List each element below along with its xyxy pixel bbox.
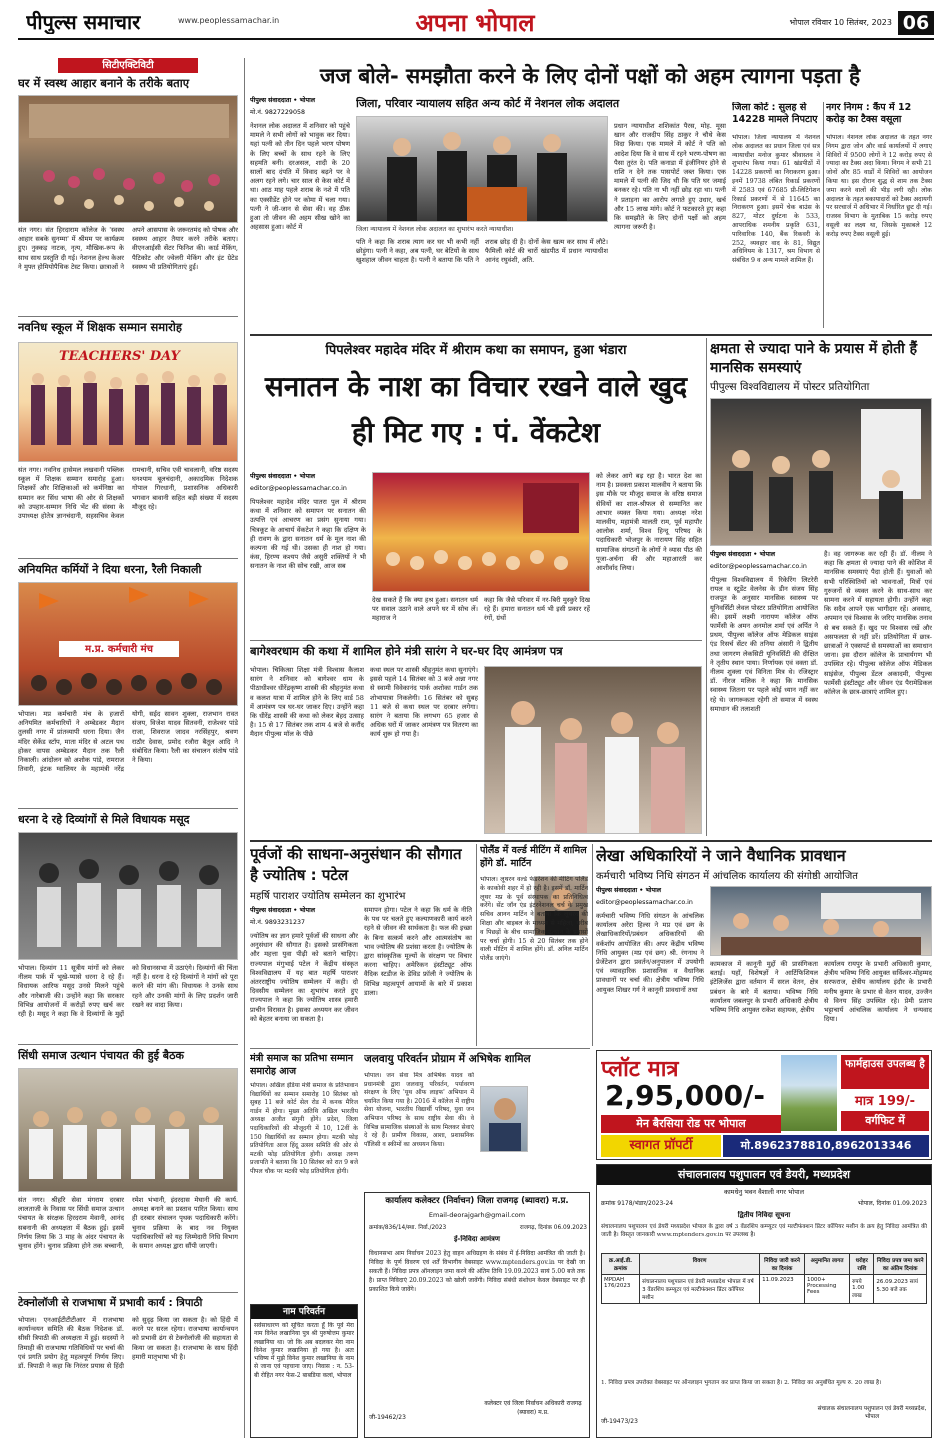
top-story: [250, 96, 726, 326]
sindhi-section: [18, 1048, 238, 1288]
water-campaign-body: भोपाल। जन सेवा मित्र अभिषेक यादव को प्रधानमंत्री द्वारा जलवायु परिवर्तन, पर्यावरण संरक्षण के लिए 'यूथ ऑफ लाइफ' अभियान में चयनित किया गया है। 2016 में कॉलेज में राष्ट्रीय सेवा योजना, भारतीय विद्यार्थी परिषद, युवा जन अभियान परिषद के साथ राष्ट्रीय सेवा की। वे विभिन्न सामाजिक संस्थाओं के साथ मिलकर सेवाएं दे रहे हैं। प्रामीण विकास, आशा, प्रशासनिक पॉलिसी व स्कीमों का अध्ययन किया।: [364, 1072, 474, 1148]
election-notice: [364, 1192, 590, 1438]
bageshwar-headline: बागेश्वरधाम की कथा में शामिल होने मंत्री सारंग ने घर-घर दिए आमंत्रण पत्र: [250, 644, 563, 658]
nagar-nigam-headline: नगर निगम : कैंप में 12 करोड़ का टैक्स वसूला: [826, 102, 912, 125]
election-notice-number: क्रमांक/836/14/स्था. निर्वा./2023: [369, 1225, 447, 1231]
tender-ref: जी-19473/23: [601, 1418, 638, 1425]
masthead-logo[interactable]: पीपुल्स समाचार: [26, 10, 141, 34]
top-story-mobile: मो.नं. 9827229058: [250, 109, 305, 116]
tender-table-header: निविदा प्रपत्र जमा करने का अंतिम दिनांक: [874, 1254, 927, 1275]
sindhi-headline: सिंधी समाज उत्थान पंचायत की हुई बैठक: [18, 1049, 184, 1062]
strike-banner: म.प्र. कर्मचारी मंच: [59, 641, 179, 657]
pipleshwar-col3: कहा कि जैसे परिवार में नर-बिरी मुस्कुरे दिख रहे हैं। हमारा सनातन धर्म भी इसी प्रकार रहें रंगों, ग्रंथों: [484, 596, 590, 623]
election-notice-ref: जी-19462/23: [369, 1414, 406, 1421]
name-change-title: नाम परिवर्तन: [251, 1305, 357, 1319]
masthead-url[interactable]: www.peoplessamachar.in: [178, 16, 280, 25]
tender-table-grid: [601, 1253, 927, 1304]
mla-masood-section: [18, 812, 238, 1042]
capacity-col2: है। वह जागरूक कर रही हैं। डॉ. नीलम ने कहा कि क्षमता से ज्यादा पाने की कोशिश में मानसिक समस्याएं पैदा होती हैं। युवाओं को सभी परिस्थितियों को भावनाओं, मित्रों एवं गुरुजनों से व्यक्त करने के साथ-साथ कर सामना करने में सहायता होगी। उन्होंने कहा कि सदैव आपने एक भागीदार रहें। अवसाद, अपमान एवं विश्वास के जरिए मानसिक तनाव से बच सकते हैं। खुद पर विश्वास रखें और असफलता से नहीं डरें। प्रतियोगिता में छात्र-छात्राओं ने एक्सपर्ट से समस्याओं का समाधान जाना। इस दौरान कॉलेज के प्राचार्यगण भी उपस्थित रहे। पीपुल्स कॉलेज ऑफ मेडिकल साइंसेज, पीपुल्स डेंटल अकादमी, पीपुल्स फार्मेसी इंस्टीट्यूट और जीवन एंड पैरामेडिकल कॉलेज के छात्र-छात्राएं शामिल हुए।: [824, 550, 932, 697]
tender-table-cell: MPDAH 176/2023: [602, 1275, 640, 1304]
district-court-body: भोपाल। जिला न्यायालय में नेशनल लोक अदालत का प्रधान जिला एवं सत्र न्यायाधीश मनोज कुमार श्रीवास्तव ने शुभारंभ किया गया। 61 खंडपीठों में 14228 प्रकरणों का निराकरण हुआ। इनमें 19738 लंबित रिकार्ड प्रकरणों में 2583 एवं 67685 प्री-लिटिगेशन रिकार्ड प्रकरणों में से 11645 का निराकरण हुआ। इसमें चेक बाउंस के 827, मोटर दुर्घटना के 533, आपराधिक शमनीय प्रकृति 631, पारिवारिक 140, बैंक रिकवरी के 252, व्यवहार वाद के 81, विद्युत अधिनियम के 1317, श्रम विभाग से संबंधित 9 व अन्य मामले शामिल हैं।: [732, 134, 820, 265]
plot-phone[interactable]: मो.8962378810,8962013346: [723, 1135, 929, 1157]
district-court-section: [732, 102, 820, 330]
pipleshwar-kicker: पिपलेश्वर महादेव मंदिर में श्रीराम कथा का समापन, हुआ भंडारा: [325, 343, 627, 358]
column-divider: [476, 844, 477, 1046]
bageshwar-section: [250, 644, 702, 836]
minister-sarang-photo: [484, 666, 702, 834]
teacher-honor-body: संत नगर। नवनिध हासेमल लखवानी पब्लिक स्कूल में शिक्षक सम्मान समारोह हुआ। शिक्षकों और शिक्षिकाओं को कर्मनिष्ठा का सम्मान कर सिंध भाषा की ओर से शिक्षकों को उपहार-सम्मान निधि भेंट की संस्था के उपाध्यक्ष होतेत्र ज्ञानचंदानी, सहसचिव केवल रामचानी, सचिव एवी चावलानी, वरिष्ठ सदस्य घनश्याम बूलचंदानी, अकादमिक निदेशक गोपाल गिरधानी, प्रशासनिक अधिकारी भगवान बावानी सहित बड़ी संख्या में सदस्य मौजूद रहे।: [18, 466, 238, 521]
dharna-photo: [18, 832, 238, 960]
plot-advertisement[interactable]: [596, 1050, 932, 1160]
accounts-headline: लेखा अधिकारियों ने जाने वैधानिक प्रावधान: [596, 846, 846, 865]
column-divider: [823, 102, 824, 328]
election-notice-email: Email-deorajgarh@gmail.com: [428, 1211, 526, 1219]
divider: [250, 640, 702, 641]
election-notice-body: विधानसभा आम निर्वाचन 2023 हेतु वाहन अधिग्रहण के संबंध में ई-निविदा आमंत्रित की जाती है। निविदा के पूर्ण विवरण एवं शर्तें विभागीय वेबसाइट www.mptenders.gov.in पर देखी जा सकती हैं। निविदा प्रपत्र ऑनलाइन जमा करने की अंतिम तिथि 19.09.2023 सायं 5.00 बजे तक है। प्राप्त निविदाएं 20.09.2023 को खोली जावेंगी। निविदा संबंधी संशोधन केवल वेबसाइट पर ही प्रकाशित किये जावेंगे।: [369, 1250, 585, 1293]
masthead: [0, 0, 945, 42]
katha-photo: [372, 472, 590, 592]
election-notice-signature: कलेक्टर एवं जिला निर्वाचन अधिकारी राजगढ़ (ब्यावरा) म.प्र.: [484, 1400, 582, 1416]
election-notice-subtitle: ई-निविदा आमंत्रण: [454, 1235, 500, 1243]
teacher-honor-headline: नवनिध स्कूल में शिक्षक सम्मान समारोह: [18, 320, 182, 334]
divider: [18, 316, 238, 317]
tender-notice: [596, 1164, 932, 1438]
plot-landscape-image: [781, 1055, 837, 1131]
strike-headline: अनियमित कर्मियों ने दिया धरना, रैली निकाली: [18, 563, 202, 576]
tender-table: [601, 1253, 927, 1373]
divider: [18, 808, 238, 809]
pipleshwar-col1: पिपलेश्वर महादेव मंदिर पातरा पुल में श्रीराम कथा में शनिवार को समापन पर सनातन की उत्पत्ति एवं आचरण का प्रसंग सुनाया गया। चित्रकूट के आचार्य वेंकटेश ने कहा कि दक्षिण के ही रावण के द्वारा सनातन धर्म के मूल नाश की कल्पना की गई थी। उसका ही नाश हो गया। कंस, हिरण्य कश्यप जैसे असुरी शक्तियों ने भी सनातन के नाश की सोच रखी, आज सब: [250, 498, 366, 571]
rajbhasha-headline: टेक्नोलॉजी से राजभाषा में प्रभावी कार्य : त्रिपाठी: [18, 1297, 203, 1309]
tender-table-header: अनुमानित लागत: [804, 1254, 849, 1275]
bageshwar-col1: भोपाल। चिकित्सा शिक्षा मंत्री विश्वास कैलाश सारंग ने शनिवार को बागेश्वर धाम के पीठाधीश्वर धीरेंद्रकृष्ण शास्त्री की श्रीहनुमंत कथा व कलश यात्रा में शामिल होने के लिए वार्ड 58 में आमंत्रण पत्र घर-घर जाकर दिए। उन्होंने कहा कि धीरेंद्र शास्त्री की कथा को लेकर बेहद उत्साह है। 15 से 17 सितंबर तक शाम 4 बजे से करौंद मैदान पीपुल्स मॉल के पीछे: [250, 666, 364, 739]
farmhouse-price: मात्र 199/-: [854, 1094, 916, 1109]
mantri-samaj-body: भोपाल। अखिल इंडिया मंत्री समाज के प्रतिभावान विद्यार्थियों का सम्मान समारोह 10 सितंबर को सुबह 11 बजे कोर्ट सेल रोड में कनक मैरिज गार्डन में होगा। मुख्य अतिथि अखिल भारतीय अध्यक्ष अजीत संगुनी होंगे। प्रदेश, जिला पदाधिकारियों की मौजूदगी में 10, 12वीं के 150 विद्यार्थियों का सम्मान होगा। मटकी फोड़ प्रतियोगिता आज हिंदू उत्सव समिति की ओर से मटकी फोड़ प्रतियोगिता होगी। अध्यक्ष तरुण प्रजापति ने बताया कि 10 सितंबर को रात 9 बजे पीपल चौक पर मटकी फोड़ प्रतियोगिता होगी।: [250, 1082, 358, 1175]
capacity-section: [710, 338, 932, 836]
poster-competition-photo: [710, 398, 932, 546]
city-activity-label: सिटीएक्टिविटी: [58, 58, 198, 73]
capacity-subhead: पीपुल्स विश्वविद्यालय में पोस्टर प्रतियोगिता: [710, 381, 870, 393]
top-story-col3: प्रधान न्यायाधीश शशिकांत पैरस, मोह. मूसा खान और राजदीप सिंह ठाकुर ने चौथे केस विदा किया। एक मामले में कोर्ट ने पति को आदेश दिया कि वे साथ में रहने भरण-पोषण का पैसा तुरंत दे। पति कनाडा में इंजीनियर होने से राशि न देने तक पासपोर्ट जब्त किया। एक मामले में पत्नी की जिद थी कि पति घर जमाई बनकर रहे। पति ना भी नहीं छोड़ रहा था। पत्नी ने प्रताड़ना का आरोप लगाते हुए उधार, खर्च और 15 लाख मांगे। कोर्ट ने फटकारते हुए कहा कि समझौते के लिए दोनों पक्षों को अहम त्यागना जरूरी है।: [614, 122, 726, 232]
pipleshwar-email: editor@peoplessamachar.co.in: [250, 485, 347, 492]
tender-table-cell: 26.09.2023 सायं 5.30 बजे तक: [874, 1275, 927, 1304]
tender-date: भोपाल, दिनांक 01.09.2023: [857, 1200, 927, 1207]
plot-price: 2,95,000/-: [605, 1079, 766, 1112]
capacity-col1: पीपुल्स विश्वविद्यालय में रिकेरिंग लिटरेरी रायल व स्टूडेंट वेलनेस के डीन संजय सिंह राजपूत के अनुसार मानसिक स्वास्थ्य पर यूनिवर्सिटी लेवल पोस्टर प्रतियोगिता आयोजित की। इसमें लक्ष्मी नारायण कॉलेज ऑफ फार्मेसी के अमन अनमोल शर्मा एवं अर्पित ने प्रथम, पीपुल्स कॉलेज ऑफ मेडिकल साइंस एंड रिसर्च सेंटर की तनिया अंसारी ने द्वितीय तथा जागरण लेकसिटी यूनिवर्सिटी की दीक्षित ने तृतीय स्थान पाया। निर्णायक एवं वक्ता डॉ. नीलम शुक्ला एवं विनिता मित्र थे। रजिस्ट्रार डॉ. नीरज मलिक ने कहा कि मानसिक स्वास्थ्य जितना पर पहले कोई ध्यान नहीं कर रहे थे। जागरूकता रहेगी तो समाज में स्वस्थ समाधान की तलाशती: [710, 576, 818, 713]
strike-rally-photo: [18, 582, 238, 706]
farmhouse-title: फार्महाउस उपलब्ध है: [841, 1055, 929, 1089]
ancestors-byline: पीपुल्स संवाददाता • भोपाल: [250, 907, 316, 914]
issue-date: भोपाल रविवार 10 सितंबर, 2023: [789, 18, 892, 27]
divider: [18, 1292, 238, 1293]
top-story-col1: नेशनल लोक अदालत में शनिवार को पहुंचे मामले ने सभी लोगों को भावुक कर दिया। यहां पत्नी को तीन दिन पहले भरण पोषण के लिए बच्चों के साथ रहने के लिए सहमति बनी। दरअसल, शादी के 20 सालों बाद दंपति में विवाद बढ़ने पर वे अलग रहने लगे। चार साल से केस कोर्ट में था। आठ माह पहले शराब के नशे में पति का एक्सीडेंट होने पर कोमा में चला गया। पत्नी ने जी-जान से सेवा की। वह ठीक हुआ तो जीवन की अहम सीख खोने का अहसास हुआ। कोर्ट में: [250, 122, 350, 232]
capacity-email: editor@peoplessamachar.co.in: [710, 563, 807, 570]
lok-adalat-caption: जिला न्यायालय में नेशनल लोक अदालत का शुभारंभ करते न्यायाधीश।: [356, 226, 514, 233]
tender-intro: संचालनालय पशुपालन एवं डेयरी मध्यप्रदेश भोपाल के द्वारा वर्ष 3 वेंडरशिप कम्प्यूटर एवं मल्टीफंक्शन प्रिंटर कॉपियर मशीन के क्रय हेतु निविदा आमंत्रित की जाती है। विस्तृत जानकारी www.mptenders.gov.in पर उपलब्ध है।: [601, 1224, 927, 1239]
divider: [18, 1044, 238, 1045]
water-campaign-section: [364, 1052, 590, 1190]
tender-notes: 1. निविदा प्रपत्र उपरोक्त वेबसाइट पर ऑनलाइन भुगतान कर प्राप्त किया जा सकता है। 2. निविदा का अनुबंधित मूल्य रु. 20 लाख है।: [601, 1380, 882, 1386]
election-notice-title: कार्यालय कलेक्टर (निर्वाचन) जिला राजगढ़ (ब्यावरा) म.प्र.: [385, 1196, 569, 1206]
ancestors-subhead: महर्षि पाराशर ज्योतिष सम्मेलन का शुभारंभ: [250, 891, 406, 902]
tender-number: क्रमांक 9178/भंडार/2023-24: [601, 1200, 674, 1207]
divider: [250, 334, 932, 336]
cooking-photo: [18, 95, 238, 223]
column-divider: [244, 58, 245, 1438]
tender-table-header: निविदा जारी करने का दिनांक: [760, 1254, 805, 1275]
plot-location: मेन बैरसिया रोड पर भोपाल: [601, 1115, 781, 1133]
plot-title: प्लॉट मात्र: [601, 1057, 679, 1081]
tender-table-header: विवरण: [640, 1254, 760, 1275]
city-activity-headline: घर में स्वस्थ आहार बनाने के तरीके बताए: [18, 76, 190, 90]
city-activity-section: [18, 58, 238, 310]
divider: [250, 840, 932, 842]
teachers-day-photo: [18, 342, 238, 462]
column-divider: [592, 844, 593, 1046]
capacity-byline: पीपुल्स संवाददाता • भोपाल: [710, 551, 776, 558]
ancestors-col2: समापन होगा। पटेल ने कहा कि धर्म के नीति के पथ पर चलते हुए कल्याणकारी कार्य करने रहने से जीवन की सार्थकता है। फल की इच्छा के बिना सत्कर्म करने और आत्मसंतोष का भाव ज्योतिष की प्रशंसा करता है। ज्योतिष के द्वारा सांस्कृतिक मूल्यों के संरक्षण पर विचार करना चाहिए। अमेरिकन इंस्टीट्यूट ऑफ वैदिक स्टडीज के डेविड फ्रॉली ने ज्योतिष के विभिन्न महत्वपूर्ण आयामों के बारे में प्रकाश डाला।: [364, 906, 472, 997]
tender-subtitle: द्वितीय निविदा सूचना: [737, 1211, 791, 1219]
pipleshwar-byline: पीपुल्स संवाददाता • भोपाल: [250, 473, 316, 480]
accounts-email: editor@peoplessamachar.co.in: [596, 899, 693, 906]
masthead-rule: [18, 38, 934, 40]
pipleshwar-headline: सनातन के नाश का विचार रखने वाले खुद ही मिट गए : पं. वेंकटेश: [264, 370, 688, 449]
capacity-headline: क्षमता से ज्यादा पाने के प्रयास में होती हैं मानसिक समस्याएं: [710, 341, 918, 376]
name-change-body: सर्वसाधारण को सूचित करता हूँ कि पूर्व मेरा नाम विनेश लखानिया पुत्र श्री पुरुषोत्तम कुमार लखानिया था। जो कि अब बदलकर मेरा नाम विनेश कुमार लखानिया हो गया है। अतः भविष्य में मुझे विनेश कुमार लखानिया के नाम से जाना एवं पहचाना जाए। निवास : न. 53- बी रोहित नगर फेस-2 बाबडिया कलां, भोपाल: [254, 1322, 354, 1379]
accounts-col1: कर्मचारी भविष्य निधि संगठन के आंचलिक कार्यालय अरेरा हिल्स ने मप्र एवं छग के लेखाधिकारियों/प्रबंधन अधिकारियों की वर्कशॉप आयोजित की। अपर केंद्रीय भविष्य निधि आयुक्त (मप्र एवं छग) श्री. रंगनाथ ने प्रेजेंटेशन द्वारा प्रवर्तन/अनुपालन में उपयोगी एवं व्यावहारिक प्रशासनिक व वैधानिक प्रावधानों पर चर्चा की। क्षेत्रीय भविष्य निधि आयुक्त शिखर गर्ग ने कानूनी प्रावधानों तथा: [596, 912, 704, 994]
tender-address: कामधेनु भवन वैशाली नगर भोपाल: [724, 1188, 804, 1196]
abhishek-photo: [480, 1086, 528, 1152]
plot-company: स्वागत प्रॉपर्टी: [601, 1135, 721, 1157]
sindhi-body: संत नगर। श्रीहरि सेवा मंगराम दरबार लालताजी के निवास पर सिंधी समाज उत्थान पंचायत के संरक्षक हिरदराम मेवानी, आनंद सबनानी की अध्यक्षता में बैठक हुई। इसमें निर्णय लिया कि 3 माह के अंदर पंचायत के चुनाव होंगे। चुनाव प्रक्रिया होने तक बच्चानी, रमेश भंभानी, इंदरदास मेघानी की कार्य. अध्यक्ष बनाने का प्रस्ताव पारित किया। साथ ही दरबार संचालन पृथक पदाधिकारी करेंगे। चुनाव प्रक्रिया के बाद नव नियुक्त पदाधिकारियों को यह जिम्मेदारी निधि विभाग के समान अध्यक्ष द्वारा सौंपी जाएगी।: [18, 1196, 238, 1251]
election-notice-date: राजगढ़, दिनांक 06.09.2023: [519, 1225, 587, 1231]
rajbhasha-body: भोपाल। एनआईटीटीटीआर में राजभाषा कार्यान्वयन समिति की बैठक निदेशक डॉ. सीसी त्रिपाठी की अध्यक्षता में हुई। सदस्यों ने तिमाही की राजभाषा गतिविधियों पर चर्चा की एवं प्रगति प्रयोग हेतु महत्वपूर्ण निर्णय लिए। डॉ. त्रिपाठी ने कहा कि निरंतर प्रयास से हिंदी को सुदृढ़ किया जा सकता है। को हिंदी में करने पर सरल रहेगा। राजभाषा कार्यान्वयन को प्रभावी ढंग से टेक्नोलॉजी की सहायता से किया जा सकता है। राजभाषा के साथ हिंदी हमारी मातृभाषा भी है।: [18, 1316, 238, 1371]
pipleshwar-section: [250, 338, 702, 638]
tender-table-cell: रुपये 1.00 लाख: [850, 1275, 874, 1304]
mantri-samaj-headline: मंत्री समाज का प्रतिभा सम्मान समारोह आज: [250, 1053, 354, 1077]
divider: [250, 1048, 590, 1049]
teachers-day-banner: TEACHERS' DAY: [59, 349, 180, 364]
poland-headline: पोलैंड में वर्ल्ड मीटिंग में शामिल होंगे डॉ. मार्टिन: [480, 845, 587, 869]
farmhouse-unit: वर्गफिट में: [841, 1111, 929, 1131]
tender-table-header: क्र.आई.डी. क्रमांक: [602, 1254, 640, 1275]
mla-masood-body: भोपाल। दिव्यांग 11 सूत्रीय मांगों को लेकर नीलम पार्क में भूखे-प्यासे धरना दे रहे हैं। विधायक आरिफ मसूद उनसे मिलने पहुंचे और नारेबाजी की। उन्होंने कहा कि सरकार विभिन्न आयोजनों में करोड़ों रुपए खर्च कर रही है। मसूद ने कहा कि वे दिव्यांगों के मुद्दों को विधानसभा में उठाएंगे। दिव्यांगों की चिंता नहीं है। धरना दे रहे दिव्यांगों ने मांगों को पूरा करने की मांग की। विधायक ने उनके साथ रहने और उनकी मांगों के लिए प्रदर्शन जारी रखने का वादा किया।: [18, 964, 238, 1019]
mla-masood-headline: धरना दे रहे दिव्यांगों से मिले विधायक मसूद: [18, 813, 190, 826]
accounts-col2: कामकाज में कानूनी मुद्दों की प्रासंगिकता बताई। यहाँ, विशेषज्ञों ने आर्टिफिशियल इंटेलिजेंस द्वारा वर्तमान में सरल वेतन, क्षेत्र प्रबंधन के बारे में बताया। भविष्य निधि कार्यालय जबलपुर के प्रभारी अधिकारी क्षेत्रीय भविष्य निधि आयुक्त राकेश सहायक, क्षेत्रीय: [710, 960, 818, 1015]
pipleshwar-col4: को लेकर आगे बढ़ रहा है। भारत देश का नाम है। प्रवक्ता प्रकाश मालवीय ने बताया कि इस मौके पर मौजूद समाज के वरिष्ठ समाज सेवियों का शाल-श्रीफल से सम्मानित कर आभार व्यक्त किया गया। अध्यक्ष नरेश मालवीय, महामंत्री मालती राम, पूर्व महापौर आलोक शर्मा, विश्व हिन्दू परिषद के पदाधिकारी भोजपुर के नारायण सिंह सहित सामाजिक संगठनों के लोगों ने व्यास पीठ की पूजा-अर्चना की और महाआरती कर आशीर्वाद लिया।: [596, 472, 702, 573]
strike-section: [18, 562, 238, 804]
page-number: 06: [898, 11, 934, 35]
water-campaign-headline: जलवायु परिवर्तन प्रोग्राम में अभिषेक शामिल: [364, 1053, 531, 1065]
accounts-col3: कार्यालय रायपुर के प्रभारी अधिकारी कुमार, क्षेत्रीय भविष्य निधि आयुक्त सर्विश्वर-मोहम्मद सरफराज, क्षेत्रीय कार्यालय इंदौर के प्रभारी मनीष कुमार के प्रभार से वेतन यादव, उज्जैन से विनय सिंह उपस्थित रहे। प्रेमी प्रताप भट्टाचार्य आंचलिक कार्यालय ने धन्यवाद दिया।: [824, 960, 932, 1024]
ancestors-col1: ज्योतिष का ज्ञान हमारे पूर्वजों की साधना और अनुसंधान की सौगात है। इसको प्रासंगिकता और महत्ता युवा पीढ़ी को बताने चाहिए। राज्यपाल मंगुभाई पटेल ने केंद्रीय संस्कृत विश्वविद्यालय में यह बात महर्षि पाराशर अंतरराष्ट्रीय ज्योतिष सम्मेलन में कही। दो दिवसीय सम्मेलन का शुभारंभ करते हुए राज्यपाल ने कहा कि ज्योतिष शास्त्र हमारी प्राचीन विरासत है। इसका अध्ययन कर जीवन को बेहतर बनाया जा सकता है।: [250, 932, 358, 1023]
ancestors-mobile: मो.नं. 9893231237: [250, 919, 305, 926]
poland-body: भोपाल। लूथरन वर्ल्ड फेडरेशन की मीटिंग पोलैंड के काकोवी शहर में हो रही है। इसमें डॉ. मार्टिन लूथर मप्र के पूर्व संस्थापक का प्रतिनिधित्व करेंगे। सेंट जॉन एंड इंटरनेशनल चर्च के प्रमुख सचिव आनन मार्टिन ने बताया कि लूथरन की शिक्षा और बाइबल के माध्यम से महिला, गरीब व पिछड़ों के बीच सामाजिक उत्थान के प्रयासों पर चर्चा होगी। 15 से 20 सितंबर तक होने वाली मीटिंग में शामिल होंगे। डॉ. अनिल मार्टिन पोलैंड जाएंगे।: [480, 876, 588, 963]
district-court-headline: जिला कोर्ट : सुलह से 14228 मामले निपटाए: [732, 102, 818, 125]
lok-adalat-photo: [356, 116, 608, 222]
tender-table-row: [602, 1275, 927, 1304]
nagar-nigam-body: भोपाल। नेशनल लोक अदालत के तहत नगर निगम द्वारा जोन और वार्ड कार्यालयों में लगाए शिविरों में 9500 लोगों ने 12 करोड़ रुपए से ज्यादा का टैक्स अदा किया। निगम ने सभी 21 जोनों और 85 वार्डों में शिविरों का आयोजन किया था। इस दौरान शुद्ध से शाम तक टैक्स जमा करने वालों की भीड़ लगी रही। लोक अदालत के तहत बकायादारों को टैक्स अदायगी पर सरचार्ज में अधिभार में निर्धारित छूट दी गई। राजस्व विभाग के मुताबिक 15 करोड़ रुपए वसूली का लक्ष्य था, जिसके मुकाबले 12 करोड़ रुपए टैक्स वसूली हुई।: [826, 134, 932, 238]
city-activity-body: संत नगर। संत हिरदाराम कॉलेज के 'स्वस्थ आहार सबके सुनम्मा' में श्रीमम पर कार्यक्रम हुए। नुक्कड़ नाटक, नृत्य, मौखिक-रूप के साथ साथ प्रस्तुति दी गई। नेशनल हेल्थ केअर ने मुफ्त होमियोपैथिक टेस्ट किया। छात्राओं ने अपने आसपास के जरूरतमंद को पोषक और स्वस्थ्य आहार तैयार करने तरीके बताए। वीएनआईसी सेंटर फिनिश की। कार्ड मेकिंग, पैटिकोट और ज्वेलरी मेकिंग और इंट ग्रेटेड स्वस्थ्य भी प्रतियोगिताएं हुईं।: [18, 226, 238, 271]
accounts-section: [596, 844, 932, 1046]
column-divider: [706, 338, 707, 836]
bageshwar-col2: कथा स्थल पर शास्त्री श्रीहनुमंत कथा सुनाएंगे। इससे पहले 14 सितंबर को 3 बजे अन्ना नगर से स्वामी विवेकानंद पार्क अशोका गार्डन तक शोभायात्रा निकलेगी। 16 सितंबर को सुबह 11 बजे से कथा स्थल पर दरबार लगेगा। सारंग ने बताया कि लगभग 65 हजार से अधिक घरों में जाकर आमंत्रण पत्र वितरण का कार्य शुरू हो गया है।: [370, 666, 478, 739]
tender-table-cell: 1000+ Processing Fees: [804, 1275, 849, 1304]
strike-body: भोपाल। मप्र कर्मचारी मंच के हजारों अनियमित कर्मचारियों ने अम्बेडकर मैदान तुलसी नगर में प्रांतव्यापी धरना दिया। जैन मंदिर सेकेंड स्टॉप, माता मंदिर से अटल पथ होकर वापस अम्बेडकर मैदान तक रैली निकाली। आंदोलन को अशोक पांडे, रामराज तिवारी, इंटक ग्वालियर के महामंत्री नरेंद्र योगी, सईद सावन शुक्ला, राजभान रावत संजय, विजेश यादव सितवनी, राजेश्वर पांडे राजा, शिवराज जादव नरसिंहपुर, श्रवण राठौर देवास, प्रमोद रजौरा बैतूल आदि ने संबोधित किया। रैली का संचालन संतोष पांडे ने किया।: [18, 710, 238, 774]
top-story-subhead: जिला, परिवार न्यायालय सहित अन्य कोर्ट में नेशनल लोक अदालत: [356, 97, 620, 110]
accounts-subhead: कर्मचारी भविष्य निधि संगठन में आंचलिक कार्यालय की संगोष्ठी आयोजित: [596, 871, 858, 882]
sindhi-meeting-photo: [18, 1068, 238, 1192]
mantri-samaj-section: [250, 1052, 358, 1212]
tender-table-header: धरोहर राशि: [850, 1254, 874, 1275]
epfo-workshop-photo: [710, 886, 932, 956]
top-story-headline: जज बोले- समझौता करने के लिए दोनों पक्षों को अहम त्यागना पड़ता है: [319, 64, 861, 88]
farmhouse-box: [841, 1055, 929, 1133]
ancestors-headline: पूर्वजों की साधना-अनुसंधान की सौगात है ज्योतिष : पटेल: [250, 845, 462, 884]
top-story-byline: पीपुल्स संवाददाता • भोपाल: [250, 97, 316, 104]
accounts-byline: पीपुल्स संवाददाता • भोपाल: [596, 887, 662, 894]
top-story-col2: पति ने कहा कि शराब त्याग कर घर भी कभी नहीं छोड़ूंगा। पत्नी ने कहा, अब पत्नी, घर बेटियों के साथ खुशहाल जीवन चाहता है। पत्नी ने बताया कि पति ने शराब छोड़ दी है। दोनों केस खत्म कर साथ में लौटे। फैमिली कोर्ट की चारों खंडपीठ में प्रधान न्यायाधीश आनंद रघुवंशी, अति.: [356, 238, 608, 265]
tender-table-cell: 11.09.2023: [760, 1275, 805, 1304]
ancestors-section: [250, 844, 472, 1046]
tender-title: संचालनालय पशुपालन एवं डेयरी, मध्यप्रदेश: [597, 1165, 931, 1185]
tender-signature: संचालक संचालनालय पशुपालन एवं डेयरी मध्यप्रदेश, भोपाल: [817, 1406, 927, 1420]
teacher-honor-section: [18, 320, 238, 556]
tender-table-cell: संचालनालय पशुपालन एवं डेयरी मध्यप्रदेश भोपाल में वर्ष 3 वेंडरशिप कम्प्यूटर एवं मल्टीफंक्शन प्रिंटर कॉपियर मशीन: [640, 1275, 760, 1304]
divider: [18, 558, 238, 559]
pipleshwar-col2: देख सकते हैं कि क्या हश्र हुआ। सनातन धर्म पर सवाल उठाने वाले अपने घर में सोच लें। महाराज ने: [372, 596, 478, 623]
poland-section: [480, 844, 588, 1046]
name-change-notice: [250, 1304, 358, 1438]
section-title: अपना भोपाल: [415, 9, 535, 36]
nagar-nigam-section: [826, 102, 932, 330]
rajbhasha-section: [18, 1296, 238, 1432]
